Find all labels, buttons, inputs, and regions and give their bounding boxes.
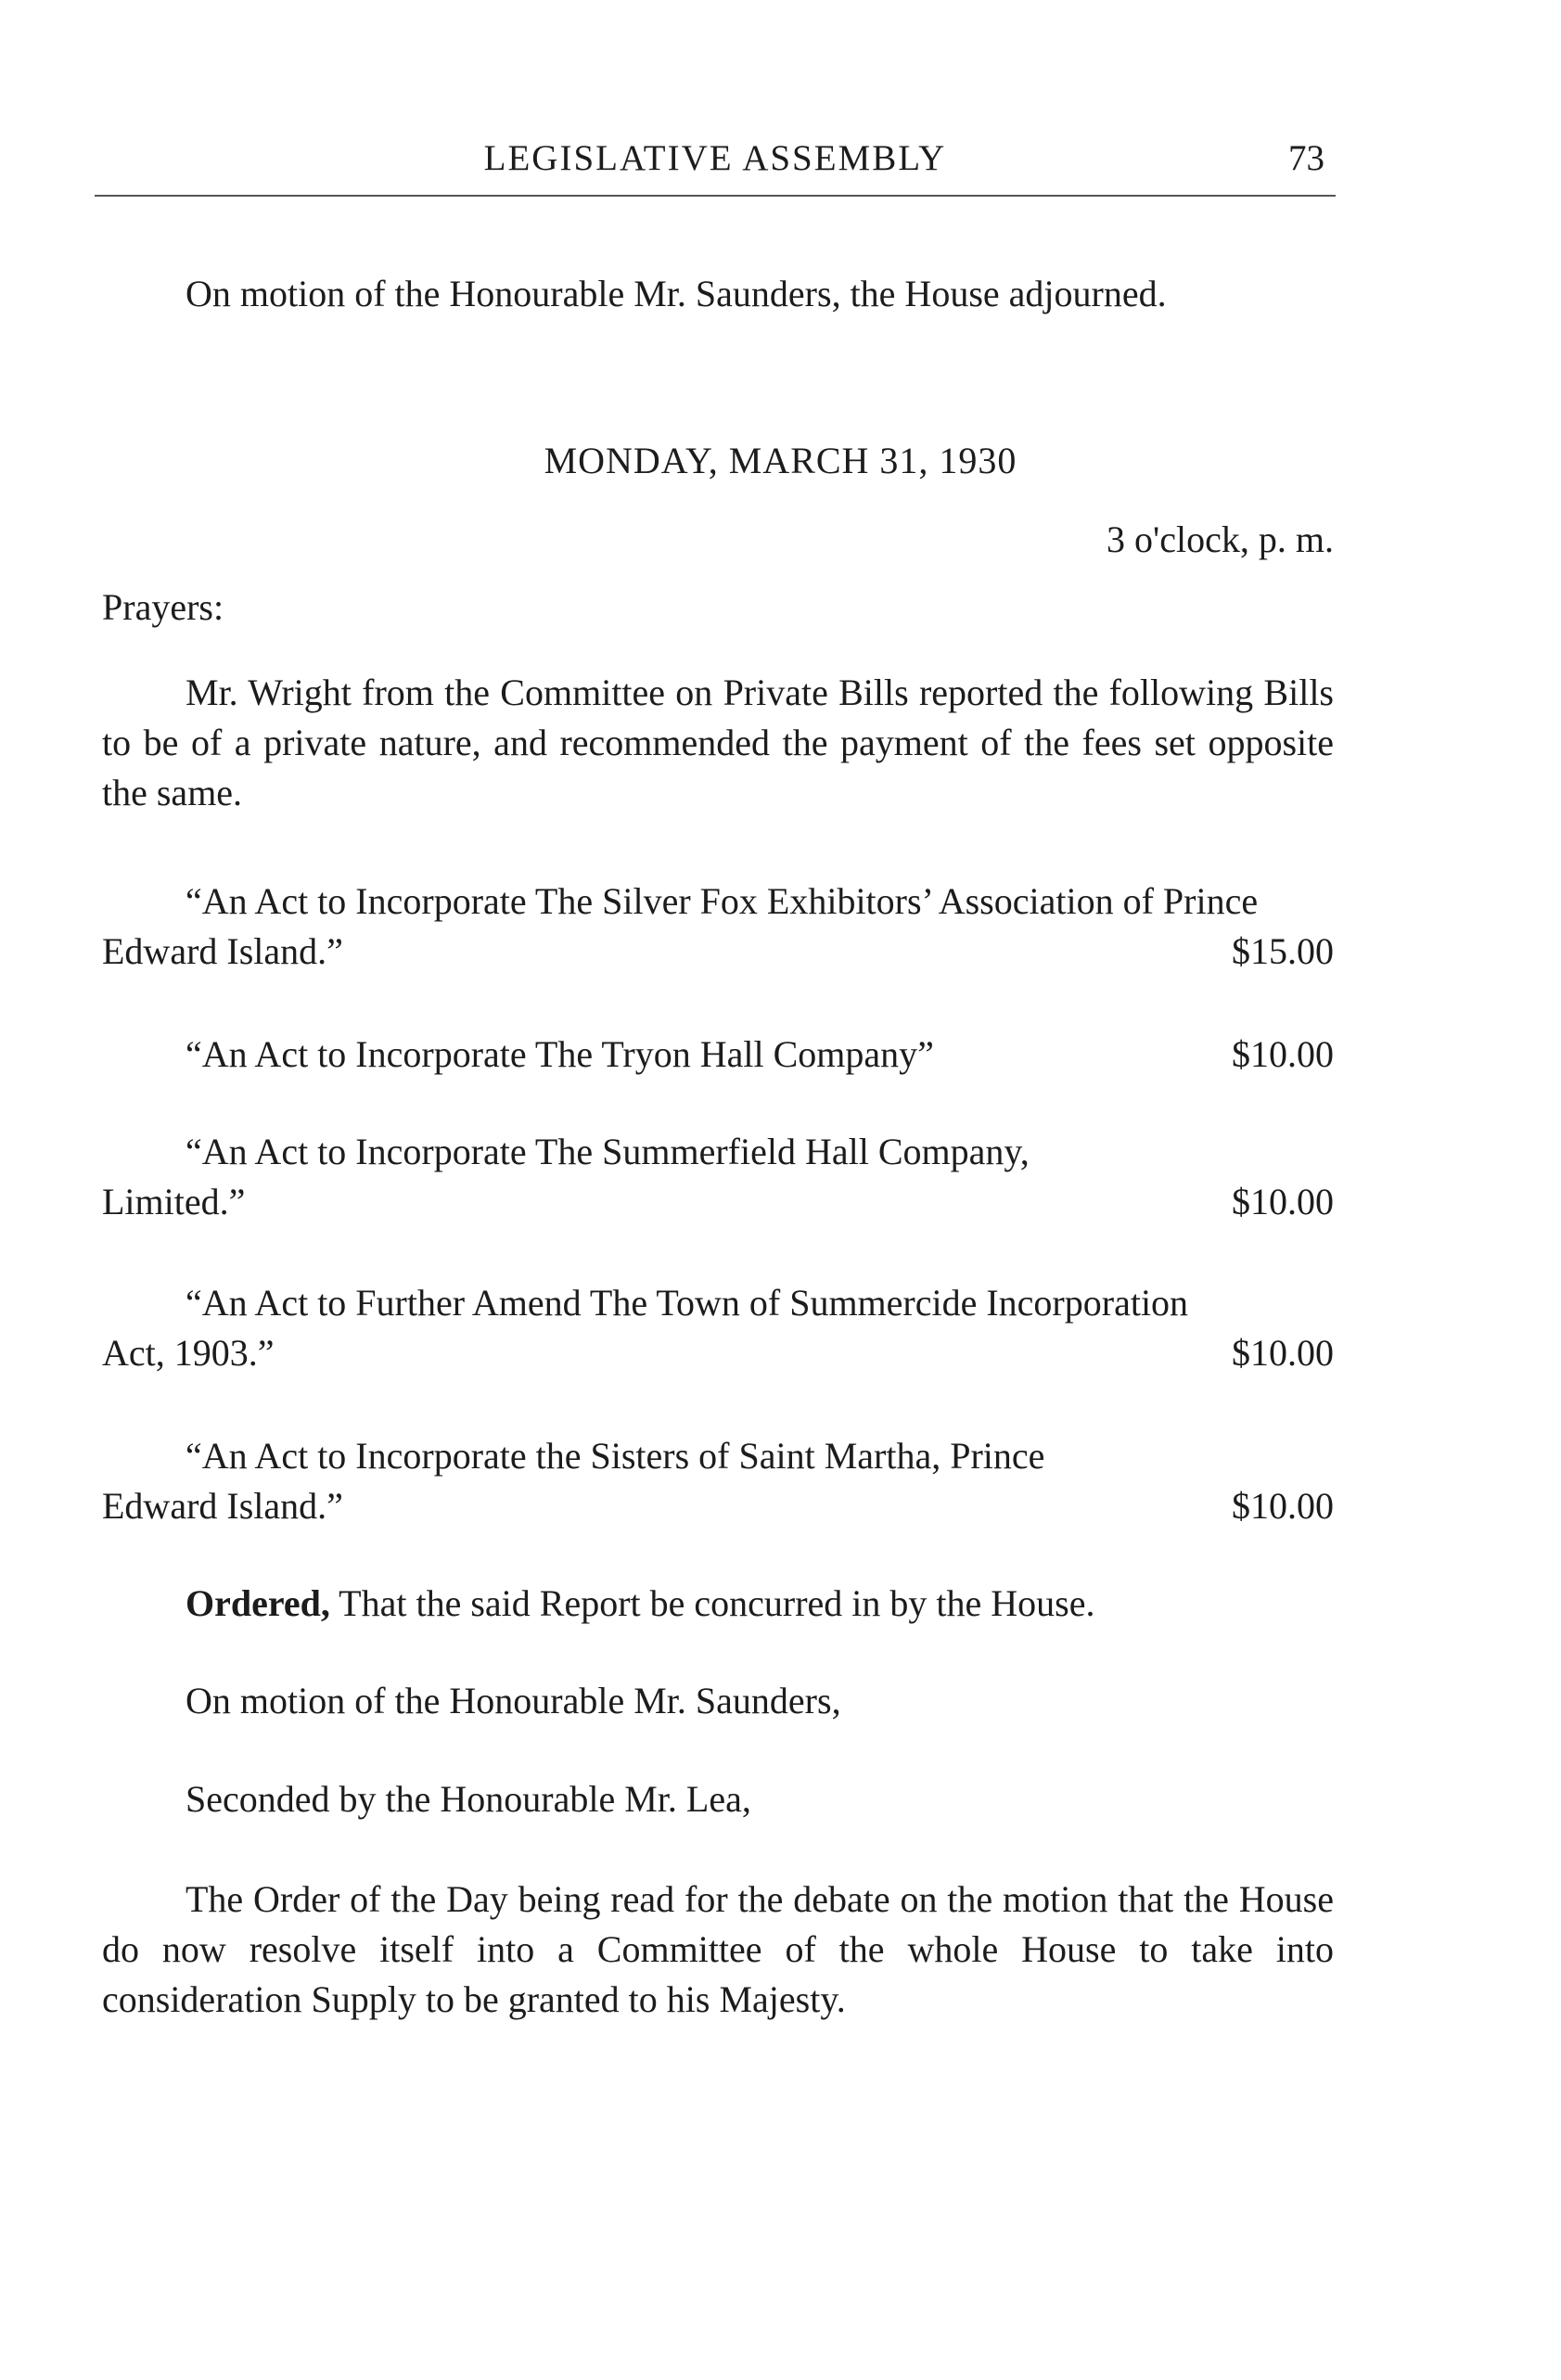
ordered-text: That the said Report be concurred in by the House.	[329, 1582, 1095, 1624]
bill-entry-2	[102, 1030, 1334, 1080]
bill-entry-1	[102, 877, 1334, 977]
page-header	[95, 130, 1336, 197]
bill-title-end: Edward Island.”	[102, 930, 343, 972]
order-of-day-paragraph: The Order of the Day being read for the debate on the motion that the House do now resolve itself into a Committee of the whole House to take into consideration Supply to be granted to his Majesty.	[102, 1878, 1334, 2020]
committee-report-paragraph: Mr. Wright from the Committee on Private Bills reported the following Bills to be of a private nature, and recommended the payment of the fees set opposite the same.	[102, 672, 1334, 813]
date-heading: MONDAY, MARCH 31, 1930	[544, 440, 1017, 481]
bill-fee: $10.00	[1232, 1485, 1334, 1527]
bill-title-end: Edward Island.”	[102, 1485, 343, 1527]
prayers-label: Prayers:	[102, 586, 224, 628]
ordered-paragraph	[102, 1579, 1334, 1629]
page-number: 73	[1288, 138, 1324, 178]
bill-entry-3	[102, 1127, 1334, 1227]
bill-title: “An Act to Further Amend The Town of Summercide Incorporation	[186, 1282, 1189, 1324]
adjournment-paragraph: On motion of the Honourable Mr. Saunders, the House adjourned.	[186, 273, 1167, 314]
bill-fee: $15.00	[1232, 930, 1334, 972]
seconded-paragraph: Seconded by the Honourable Mr. Lea,	[186, 1778, 751, 1820]
bill-fee: $10.00	[1232, 1332, 1334, 1374]
bill-title: “An Act to Incorporate the Sisters of Saint Martha, Prince	[186, 1435, 1045, 1477]
bill-title: “An Act to Incorporate The Summerfield Hall Company,	[186, 1131, 1030, 1172]
bill-entry-5	[102, 1431, 1334, 1531]
motion-paragraph: On motion of the Honourable Mr. Saunders,	[186, 1680, 841, 1721]
bill-fee: $10.00	[1232, 1181, 1334, 1222]
bill-title-end: Limited.”	[102, 1181, 246, 1222]
bill-title-end: Act, 1903.”	[102, 1332, 275, 1374]
running-title: LEGISLATIVE ASSEMBLY	[483, 138, 947, 178]
bill-title: “An Act to Incorporate The Tryon Hall Company”	[186, 1033, 934, 1075]
ordered-label: Ordered,	[186, 1582, 330, 1624]
bill-fee: $10.00	[1232, 1033, 1334, 1075]
bill-entry-4	[102, 1278, 1334, 1378]
bill-title: “An Act to Incorporate The Silver Fox Exhibitors’ Association of Prince	[186, 880, 1259, 922]
sitting-time: 3 o'clock, p. m.	[1107, 518, 1334, 560]
